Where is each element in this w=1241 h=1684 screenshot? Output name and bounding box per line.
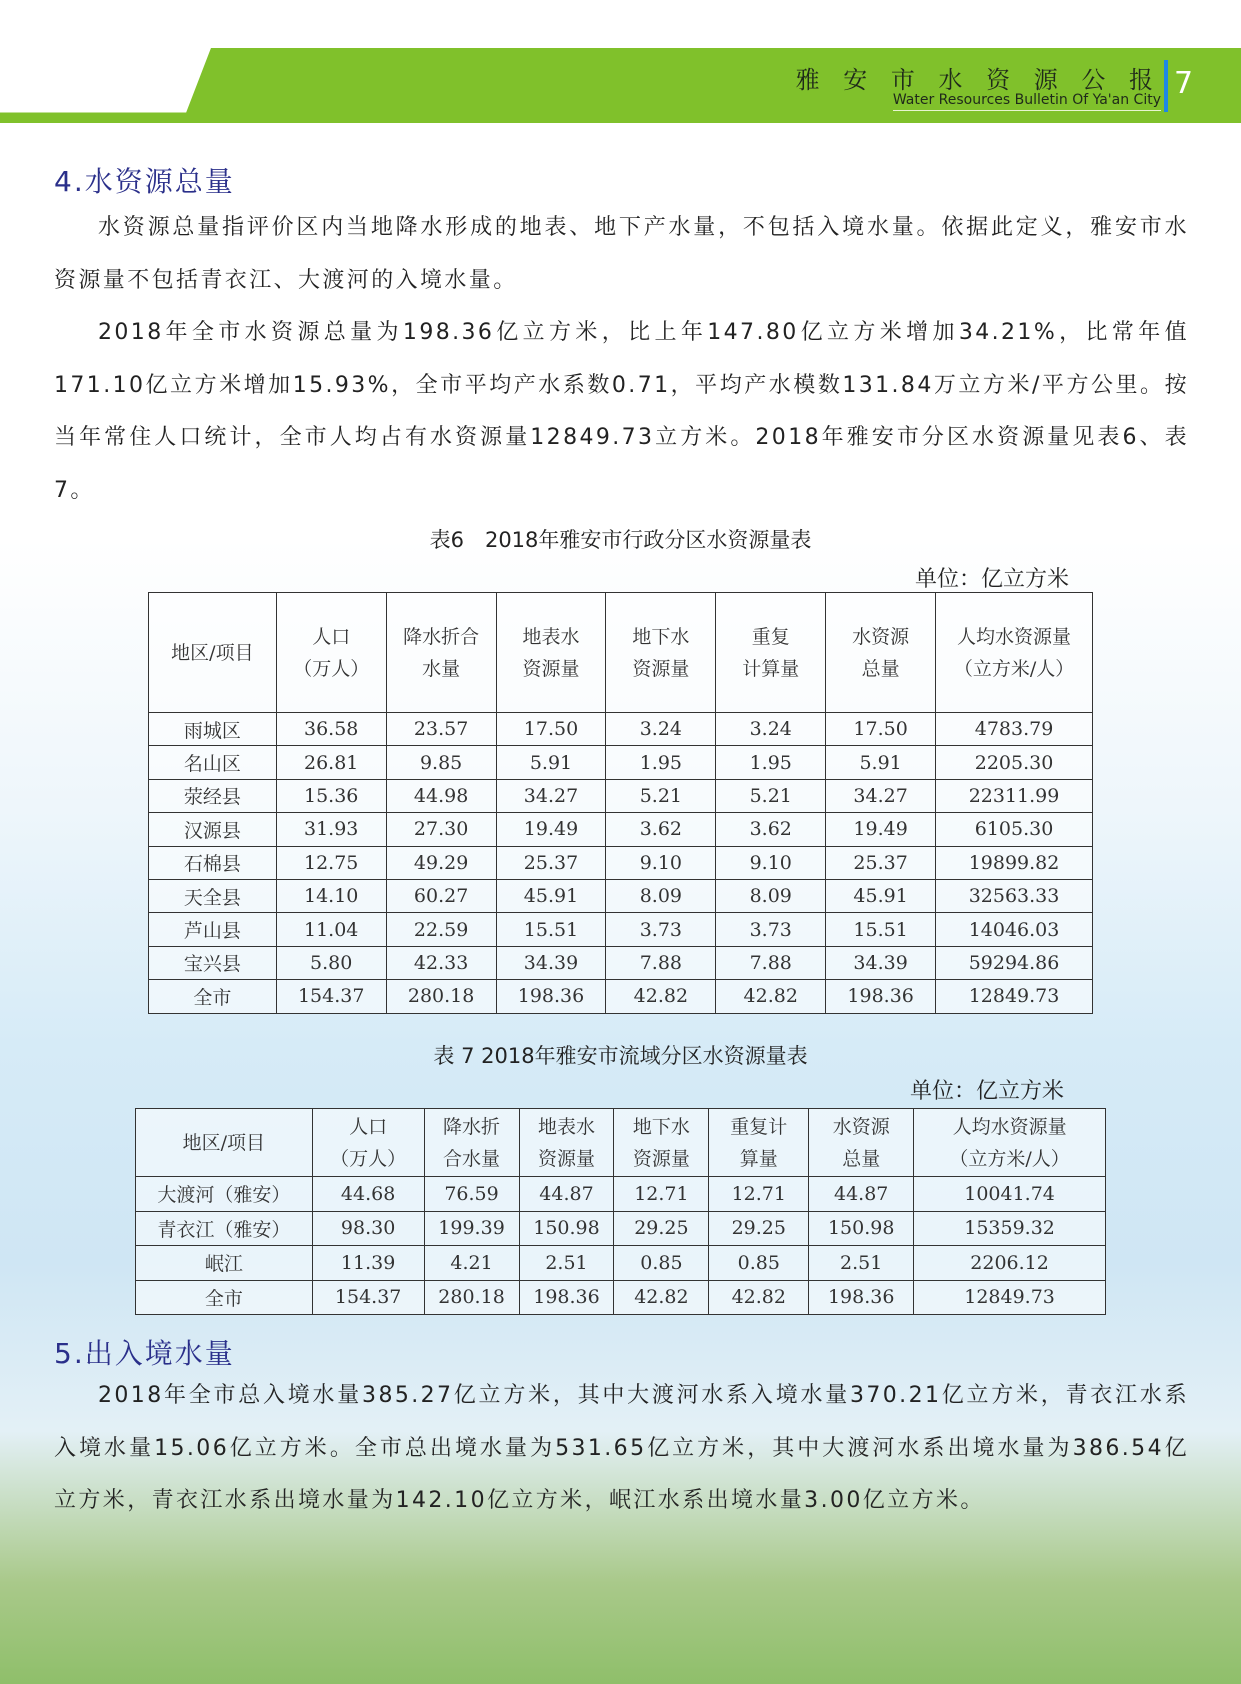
- table-cell: 雨城区: [149, 713, 277, 746]
- table-cell: 名山区: [149, 746, 277, 779]
- table-cell: 3.62: [606, 813, 716, 846]
- table-cell: 44.98: [386, 779, 496, 812]
- column-header-line: 降水折合: [403, 625, 480, 648]
- table-row: [149, 946, 1093, 979]
- table7: [135, 1108, 1106, 1315]
- table-cell: 199.39: [424, 1211, 519, 1246]
- table-cell: 19899.82: [936, 846, 1093, 879]
- column-header: [386, 593, 496, 713]
- table6: [148, 592, 1093, 1014]
- table-row: [149, 713, 1093, 746]
- table-cell: 3.73: [606, 913, 716, 946]
- table-cell: 44.68: [312, 1177, 424, 1212]
- table-cell: 9.10: [606, 846, 716, 879]
- table-cell: 42.82: [614, 1280, 709, 1315]
- table-cell: 31.93: [276, 813, 386, 846]
- column-header: [606, 593, 716, 713]
- table-cell: 青衣江（雅安）: [136, 1211, 313, 1246]
- table-cell: 全市: [149, 980, 277, 1013]
- table-cell: 5.91: [826, 746, 936, 779]
- table-cell: 5.21: [606, 779, 716, 812]
- column-header-line: 地下水: [632, 1115, 690, 1138]
- table-cell: 26.81: [276, 746, 386, 779]
- table-cell: 15.36: [276, 779, 386, 812]
- table-cell: 25.37: [496, 846, 606, 879]
- table-row: [149, 879, 1093, 912]
- table-row: [149, 980, 1093, 1013]
- table-cell: 198.36: [809, 1280, 914, 1315]
- table-cell: 9.85: [386, 746, 496, 779]
- table-cell: 12849.73: [936, 980, 1093, 1013]
- table-cell: 汉源县: [149, 813, 277, 846]
- table-cell: 34.39: [826, 946, 936, 979]
- table-cell: 22311.99: [936, 779, 1093, 812]
- column-header-line: 人均水资源量: [952, 1115, 1067, 1138]
- column-header-line: （万人）: [293, 657, 370, 680]
- column-header-line: 水资源: [852, 625, 910, 648]
- table-cell: 15.51: [826, 913, 936, 946]
- column-header-line: 算量: [739, 1147, 778, 1170]
- column-header: [424, 1109, 519, 1177]
- column-header: [914, 1109, 1106, 1177]
- table-cell: 198.36: [826, 980, 936, 1013]
- table-cell: 4783.79: [936, 713, 1093, 746]
- table-cell: 198.36: [496, 980, 606, 1013]
- column-header-line: （万人）: [330, 1147, 407, 1170]
- table-row: [136, 1177, 1106, 1212]
- column-header: [936, 593, 1093, 713]
- table-cell: 12.75: [276, 846, 386, 879]
- column-header: [716, 593, 826, 713]
- table-cell: 34.39: [496, 946, 606, 979]
- table-cell: 32563.33: [936, 879, 1093, 912]
- section-4-paragraph-1: 水资源总量指评价区内当地降水形成的地表、地下产水量，不包括入境水量。依据此定义，雅安市水资源量不包括青衣江、大渡河的入境水量。: [54, 215, 1189, 293]
- table-cell: 1.95: [716, 746, 826, 779]
- table-cell: 19.49: [496, 813, 606, 846]
- table6-unit: 单位：亿立方米: [915, 567, 1070, 592]
- table-cell: 3.62: [716, 813, 826, 846]
- table-cell: 芦山县: [149, 913, 277, 946]
- table-cell: 3.73: [716, 913, 826, 946]
- table-row: [149, 913, 1093, 946]
- table-cell: 15359.32: [914, 1211, 1106, 1246]
- table-cell: 4.21: [424, 1246, 519, 1281]
- header-title-en: Water Resources Bulletin Of Ya'an City: [893, 92, 1161, 111]
- section-4-heading: 4.水资源总量: [54, 165, 235, 198]
- table-cell: 36.58: [276, 713, 386, 746]
- column-header: [826, 593, 936, 713]
- table-cell: 23.57: [386, 713, 496, 746]
- table-cell: 280.18: [424, 1280, 519, 1315]
- table-cell: 2.51: [519, 1246, 614, 1281]
- table-cell: 280.18: [386, 980, 496, 1013]
- table-cell: 42.82: [606, 980, 716, 1013]
- section-5-heading: 5.出入境水量: [54, 1337, 235, 1370]
- table-cell: 17.50: [826, 713, 936, 746]
- table-cell: 42.33: [386, 946, 496, 979]
- table-row: [149, 779, 1093, 812]
- column-header-line: 资源量: [537, 1147, 595, 1170]
- column-header: [709, 1109, 809, 1177]
- table-row: [136, 1280, 1106, 1315]
- table-cell: 石棉县: [149, 846, 277, 879]
- table-cell: 大渡河（雅安）: [136, 1177, 313, 1212]
- column-header-line: 地下水: [632, 625, 690, 648]
- table-cell: 154.37: [312, 1280, 424, 1315]
- table7-unit: 单位：亿立方米: [910, 1079, 1065, 1104]
- table-cell: 45.91: [496, 879, 606, 912]
- table-cell: 宝兴县: [149, 946, 277, 979]
- table-cell: 3.24: [716, 713, 826, 746]
- table-cell: 12.71: [709, 1177, 809, 1212]
- header-title-cn: 雅 安 市 水 资 源 公 报: [795, 66, 1161, 94]
- table-cell: 7.88: [716, 946, 826, 979]
- column-header-line: 计算量: [742, 657, 800, 680]
- column-header-line: 总量: [842, 1147, 881, 1170]
- table-cell: 45.91: [826, 879, 936, 912]
- table-cell: 0.85: [614, 1246, 709, 1281]
- table-cell: 天全县: [149, 879, 277, 912]
- column-header-line: 地区/项目: [182, 1131, 266, 1154]
- table-row: [149, 813, 1093, 846]
- table-cell: 150.98: [519, 1211, 614, 1246]
- table-cell: 11.04: [276, 913, 386, 946]
- table-cell: 59294.86: [936, 946, 1093, 979]
- table-cell: 12849.73: [914, 1280, 1106, 1315]
- table-row: [149, 746, 1093, 779]
- column-header-line: 水资源: [832, 1115, 890, 1138]
- column-header: [614, 1109, 709, 1177]
- column-header-line: 重复: [751, 625, 790, 648]
- table7-caption: 表 7 2018年雅安市流域分区水资源量表: [433, 1044, 808, 1068]
- column-header-line: 降水折: [443, 1115, 501, 1138]
- table-cell: 2.51: [809, 1246, 914, 1281]
- table-cell: 1.95: [606, 746, 716, 779]
- column-header-line: 地表水: [522, 625, 580, 648]
- table-cell: 10041.74: [914, 1177, 1106, 1212]
- column-header-line: 总量: [861, 657, 900, 680]
- table-cell: 全市: [136, 1280, 313, 1315]
- table-row: [136, 1211, 1106, 1246]
- column-header-line: 地表水: [537, 1115, 595, 1138]
- table-cell: 5.21: [716, 779, 826, 812]
- table-cell: 27.30: [386, 813, 496, 846]
- column-header-line: 人均水资源量: [957, 625, 1072, 648]
- table-cell: 22.59: [386, 913, 496, 946]
- table-cell: 29.25: [709, 1211, 809, 1246]
- column-header: [276, 593, 386, 713]
- column-header: [809, 1109, 914, 1177]
- table-cell: 154.37: [276, 980, 386, 1013]
- table-cell: 2206.12: [914, 1246, 1106, 1281]
- table-cell: 42.82: [709, 1280, 809, 1315]
- table-cell: 29.25: [614, 1211, 709, 1246]
- header-divider: [1164, 60, 1168, 112]
- column-header-line: 水量: [422, 657, 461, 680]
- table-cell: 5.80: [276, 946, 386, 979]
- table-cell: 42.82: [716, 980, 826, 1013]
- table-cell: 7.88: [606, 946, 716, 979]
- table-cell: 44.87: [809, 1177, 914, 1212]
- table-cell: 0.85: [709, 1246, 809, 1281]
- column-header-line: 合水量: [443, 1147, 501, 1170]
- column-header-line: 人口: [312, 625, 351, 648]
- table-cell: 2205.30: [936, 746, 1093, 779]
- table-cell: 76.59: [424, 1177, 519, 1212]
- section-4-paragraph-2: 2018年全市水资源总量为198.36亿立方米，比上年147.80亿立方米增加34.21%，比常年值171.10亿立方米增加15.93%，全市平均产水系数0.71，平均产水模数131.84万立方米/平方公里。按当年常住人口统计，全市人均占有水资源量12849.73立方米。2018年雅安市分区水资源量见表6、表7。: [54, 320, 1189, 503]
- table-cell: 34.27: [496, 779, 606, 812]
- table-cell: 17.50: [496, 713, 606, 746]
- table-cell: 6105.30: [936, 813, 1093, 846]
- column-header: [149, 593, 277, 713]
- column-header-line: 人口: [349, 1115, 388, 1138]
- table-header-row: [149, 593, 1093, 713]
- table-cell: 150.98: [809, 1211, 914, 1246]
- column-header: [519, 1109, 614, 1177]
- table-cell: 9.10: [716, 846, 826, 879]
- table-cell: 44.87: [519, 1177, 614, 1212]
- table-cell: 3.24: [606, 713, 716, 746]
- section-5-paragraph-1: 2018年全市总入境水量385.27亿立方米，其中大渡河水系入境水量370.21亿立方米，青衣江水系入境水量15.06亿立方米。全市总出境水量为531.65亿立方米，其中大渡河水系出境水量为386.54亿立方米，青衣江水系出境水量为142.10亿立方米，岷江水系出境水量3.00亿立方米。: [54, 1383, 1189, 1514]
- table-cell: 15.51: [496, 913, 606, 946]
- table-cell: 14.10: [276, 879, 386, 912]
- column-header: [136, 1109, 313, 1177]
- table-cell: 8.09: [606, 879, 716, 912]
- table-cell: 11.39: [312, 1246, 424, 1281]
- page-number: 7: [1174, 66, 1194, 101]
- column-header: [496, 593, 606, 713]
- table-cell: 19.49: [826, 813, 936, 846]
- column-header-line: 资源量: [632, 657, 690, 680]
- table-row: [149, 846, 1093, 879]
- table-row: [136, 1246, 1106, 1281]
- table-cell: 25.37: [826, 846, 936, 879]
- table-cell: 49.29: [386, 846, 496, 879]
- table-cell: 34.27: [826, 779, 936, 812]
- table-cell: 14046.03: [936, 913, 1093, 946]
- table-cell: 60.27: [386, 879, 496, 912]
- table-cell: 荥经县: [149, 779, 277, 812]
- table-cell: 12.71: [614, 1177, 709, 1212]
- table-cell: 5.91: [496, 746, 606, 779]
- column-header-line: 重复计: [730, 1115, 788, 1138]
- table-header-row: [136, 1109, 1106, 1177]
- table-cell: 198.36: [519, 1280, 614, 1315]
- column-header-line: （立方米/人）: [949, 1147, 1070, 1170]
- column-header-line: 地区/项目: [171, 641, 254, 664]
- table-cell: 8.09: [716, 879, 826, 912]
- table-cell: 98.30: [312, 1211, 424, 1246]
- table6-caption: 表6 2018年雅安市行政分区水资源量表: [429, 528, 812, 552]
- column-header-line: 资源量: [522, 657, 580, 680]
- table-cell: 岷江: [136, 1246, 313, 1281]
- column-header: [312, 1109, 424, 1177]
- column-header-line: 资源量: [632, 1147, 690, 1170]
- column-header-line: （立方米/人）: [953, 657, 1075, 680]
